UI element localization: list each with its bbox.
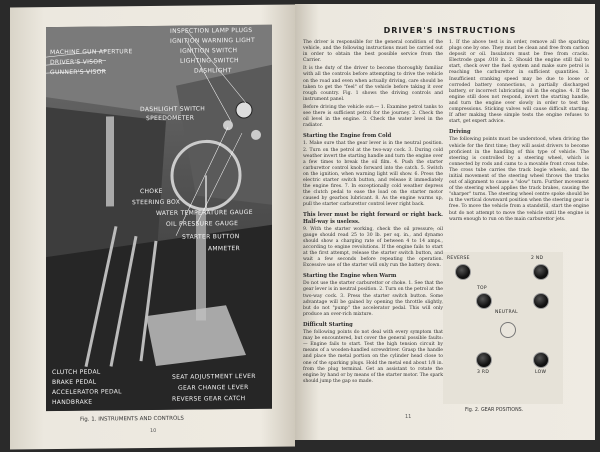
gear-label-third: 3 RD	[477, 370, 490, 375]
left-page	[10, 5, 295, 450]
gear-knob-low	[533, 352, 549, 368]
text-column-1	[303, 40, 443, 387]
section-heading: Difficult Starting	[303, 321, 353, 328]
label-starter-button: STARTER BUTTON	[182, 233, 240, 241]
label-water-temperature-gauge: WATER TEMPERATURE GAUGE	[156, 208, 253, 217]
label-machine-gun-aperture: MACHINE GUN APERTURE	[50, 48, 133, 57]
label-ignition-warning-light: IGNITION WARNING LIGHT	[170, 36, 255, 45]
label-handbrake: HANDBRAKE	[52, 398, 93, 407]
paragraph: 1. If the above test is in order, remove all the sparking plugs one by one. They must be clean and free from carbon deposit or oil. Insulators must be free from cracks. Electrode gaps .018 in. 2. Should the engine still fail to start, check over the fuel system and make sure petrol is reaching the carburettor in sufficient quantities. 3. Insufficient cranking speed may be due to loose or corroded battery connections, a partially discharged battery, or incorrect lubricating oil in the engine. 4. If the engine still does not respond, invert the starting handle, and turn the engine over slowly in order to test the compressions. Sticking valves will cause difficult starting. If after making these simple tests the engine refuses to start, get expert advice.	[449, 40, 589, 125]
right-page	[295, 4, 595, 440]
paragraph: The following points must be understood, when driving the vehicle for the first time; they will assist drivers to become proficient in the handling of this type of vehicle. The steering is controlled by a steering wheel, which is connected by rods and cams to a movable front cross tube. The cross tube carries the track bogie wheels, and the initial movement of the steering wheel throws the tracks out of alignment to cause a "slow" turn. Further movement of the steering wheel applies the track brakes, causing the "sharper" turns. The steering wheel centre spoke should be in the vertical downward position when the steering gear is free. To move the vehicle from a standstill, start the engine but do not attempt to move the vehicle until the engine is warm enough to run on the main carburettor jets.	[449, 137, 589, 222]
label-ammeter: AMMETER	[208, 245, 240, 253]
gear-knob-neutral	[500, 322, 516, 338]
section-heading: This lever must be right forward or right back. Half-way is useless.	[303, 212, 443, 225]
label-steering-box: STEERING BOX	[132, 198, 181, 207]
gear-knob-top	[476, 293, 492, 309]
section-heading: Driving	[449, 129, 471, 136]
paragraph: The driver is responsible for the general condition of the vehicle, and the following instructions must be carried out in order to obtain the best possible service from the Carrier.	[303, 40, 443, 64]
right-page-number: 11	[405, 414, 412, 420]
gear-label-low: LOW	[535, 370, 547, 375]
gear-label-top: TOP	[477, 286, 487, 291]
paragraph: 9. With the starter working, check the oil pressure; oil gauge should read 25 to 30 lb. per sq. in., and dynamo should show a charging rate of between 4 to 14 amps., according to engine revolutions. If the engine fails to start at the first attempt, release the starter switch button, and wait a few seconds before repeating the operation. Excessive use of the starter will only run the battery down.	[303, 226, 443, 269]
label-gunners-visor: GUNNER'S VISOR	[50, 68, 107, 77]
gear-positions-diagram	[443, 252, 563, 404]
text-column-2	[449, 40, 589, 225]
gear-knob-third	[476, 352, 492, 368]
label-gear-change-lever: GEAR CHANGE LEVER	[178, 383, 249, 392]
gear-label-second: 2 ND	[531, 256, 544, 261]
gear-knob-second	[533, 264, 549, 280]
paragraph: Do not use the starter carburettor or choke. 1. See that the gear lever is in neutral position. 2. Turn on the petrol at the two-way cock. 3. Press the starter switch button. Some advantage will be gained by opening the throttle slightly, but do not "pump" the accelerator pedal. This will only produce an over-rich mixture.	[303, 281, 443, 317]
paragraph: The following points do not deal with every symptom that may be encountered, but cover the general possible faults:— Engine fails to start. Test the high tension circuit by means of a wooden-handled screwdriver. Grasp the handle and place the metal portion on the cylinder head close to one of the sparking plugs. Hold the metal end about 1/8 in. from the plug terminal. Get an assistant to rotate the engine by hand or by means of the starter motor. The spark should jump the gap so made.	[303, 330, 443, 384]
label-accelerator-pedal: ACCELERATOR PEDAL	[52, 388, 122, 397]
paragraph: It is the duty of the driver to become thoroughly familiar with all the controls before attempting to drive the vehicle on the road and even when actually driving, care should be taken to get the "feel" of the vehicle before taking it over rough country. Fig. 1 shows the driving controls and instrument panel.	[303, 66, 443, 102]
label-reverse-gear-catch: REVERSE GEAR CATCH	[172, 395, 246, 403]
gear-knob-reverse	[455, 264, 471, 280]
left-page-number: 10	[150, 427, 157, 435]
label-lighting-switch: LIGHTING SWITCH	[180, 57, 239, 65]
figure-1-caption: Fig. 1. INSTRUMENTS AND CONTROLS	[80, 415, 184, 423]
cockpit-illustration	[46, 25, 272, 411]
section-heading: Starting the Engine from Cold	[303, 133, 392, 140]
gear-label-reverse: REVERSE	[447, 256, 470, 261]
gear-label-neutral: NEUTRAL	[495, 310, 518, 315]
label-speedometer: SPEEDOMETER	[146, 114, 195, 123]
label-dashlight: DASHLIGHT	[194, 67, 232, 75]
label-inspection-lamp-plugs: INSPECTION LAMP PLUGS	[170, 26, 253, 35]
paragraph: Before driving the vehicle out:— 1. Examine petrol tanks to see there is sufficient petrol for the journey. 2. Check the oil level in the engine. 3. Check the water level in the radiator.	[303, 104, 443, 129]
label-brake-pedal: BRAKE PEDAL	[52, 378, 97, 387]
label-dashlight-switch: DASHLIGHT SWITCH	[140, 105, 206, 114]
paragraph: 1. Make sure that the gear lever is in the neutral position. 2. Turn on the petrol at the two-way cock. 3. During cold weather invert the starting handle and turn the engine over a few times to break the oil film. 4. Push the starter carburettor control knob forward into the catch. 5. Switch on the ignition, when warning light will show. 6. Press the electric starter switch button, and release it immediately the engine fires. 7. In exceptionally cold weather depress the clutch pedal to ease the load on the starter motor caused by gearbox lubricant. 8. As the engine warms up, pull the starter carburettor control lever right back.	[303, 141, 443, 208]
section-heading: Starting the Engine when Warm	[303, 273, 397, 280]
page-title: DRIVER'S INSTRUCTIONS	[383, 26, 517, 35]
gear-knob-right-upper	[533, 293, 549, 309]
figure-2-caption: Fig. 2. GEAR POSITIONS.	[465, 408, 524, 413]
label-clutch-pedal: CLUTCH PEDAL	[52, 368, 101, 377]
controls-photo	[46, 25, 272, 411]
label-seat-adjustment-lever: SEAT ADJUSTMENT LEVER	[172, 372, 256, 381]
label-drivers-visor: DRIVER'S VISOR	[50, 58, 103, 67]
label-oil-pressure-gauge: OIL PRESSURE GAUGE	[166, 220, 239, 228]
label-choke: CHOKE	[140, 187, 163, 196]
label-ignition-switch: IGNITION SWITCH	[180, 47, 238, 55]
